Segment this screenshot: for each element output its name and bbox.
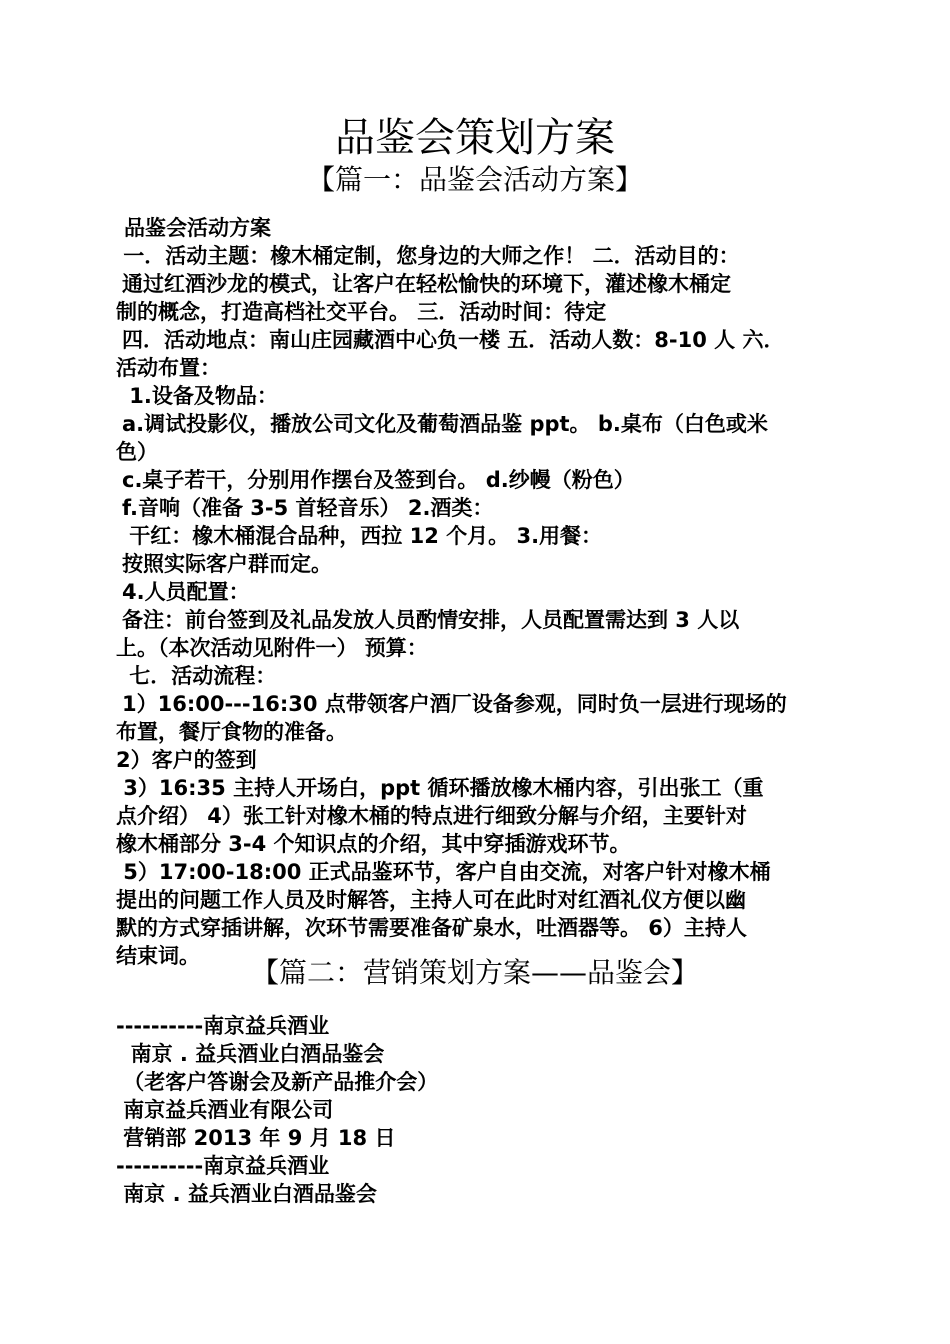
section1-line: 2）客户的签到 (116, 748, 257, 772)
section1-line: 上。（本次活动见附件一） 预算： (116, 636, 428, 660)
section1-line: 四．活动地点：南山庄园藏酒中心负一楼 五．活动人数：8-10 人 六． (122, 328, 785, 352)
section2-line: 南京 . 益兵酒业白酒品鉴会 (116, 1042, 385, 1066)
section2-line: 南京益兵酒业有限公司 (116, 1098, 334, 1122)
section1-line: 通过红酒沙龙的模式，让客户在轻松愉快的环境下，灌述橡木桶定 (122, 272, 731, 296)
section2-heading: 【篇二：营销策划方案——品鉴会】 (250, 956, 699, 989)
section2-line: ----------南京益兵酒业 (116, 1014, 330, 1038)
section1-line: 按照实际客户群而定。 (122, 552, 332, 576)
section1-heading: 【篇一：品鉴会活动方案】 (306, 163, 643, 196)
section1-line: 品鉴会活动方案 (124, 216, 271, 240)
section1-line: 备注：前台签到及礼品发放人员酌情安排，人员配置需达到 3 人以 (122, 608, 740, 632)
section1-line: 橡木桶部分 3-4 个知识点的介绍，其中穿插游戏环节。 (116, 832, 631, 856)
section1-line: 1）16:00---16:30 点带领客户酒厂设备参观，同时负一层进行现场的 (122, 692, 787, 716)
section1-line: 4.人员配置： (122, 580, 250, 604)
section1-line: 3）16:35 主持人开场白，ppt 循环播放橡木桶内容，引出张工（重 (116, 776, 764, 800)
section1-line: 色） (116, 440, 158, 464)
section1-line: c.桌子若干，分别用作摆台及签到台。 d.纱幔（粉色） (122, 468, 635, 492)
section2-line: 营销部 2013 年 9 月 18 日 (116, 1126, 396, 1150)
section1-line: 5）17:00-18:00 正式品鉴环节，客户自由交流，对客户针对橡木桶 (116, 860, 771, 884)
section1-line: 默的方式穿插讲解，次环节需要准备矿泉水，吐酒器等。 6）主持人 (116, 916, 747, 940)
section1-line: 提出的问题工作人员及时解答，主持人可在此时对红酒礼仪方便以幽 (116, 888, 746, 912)
section2-line: 南京 . 益兵酒业白酒品鉴会 (116, 1182, 377, 1206)
section1-line: 结束词。 (116, 944, 200, 968)
section1-line: 布置，餐厅食物的准备。 (116, 720, 347, 744)
section1-line: 制的概念，打造高档社交平台。 三．活动时间：待定 (116, 300, 607, 324)
section1-line: 七．活动流程： (122, 664, 277, 688)
section1-line: 1.设备及物品： (122, 384, 278, 408)
section1-line: f.音响（准备 3-5 首轻音乐） 2.酒类： (122, 496, 494, 520)
section1-line: 一．活动主题：橡木桶定制，您身边的大师之作！ 二．活动目的： (116, 244, 740, 268)
section2-line: （老客户答谢会及新产品推介会） (116, 1070, 439, 1094)
document-title: 品鉴会策划方案 (335, 115, 615, 161)
section1-line: 活动布置： (116, 356, 221, 380)
section1-line: 干红：橡木桶混合品种，西拉 12 个月。 3.用餐： (122, 524, 603, 548)
section1-line: a.调试投影仪，播放公司文化及葡萄酒品鉴 ppt。 b.桌布（白色或米 (122, 412, 768, 436)
section1-line: 点介绍） 4）张工针对橡木桶的特点进行细致分解与介绍，主要针对 (116, 804, 747, 828)
section2-line: ----------南京益兵酒业 (116, 1154, 330, 1178)
